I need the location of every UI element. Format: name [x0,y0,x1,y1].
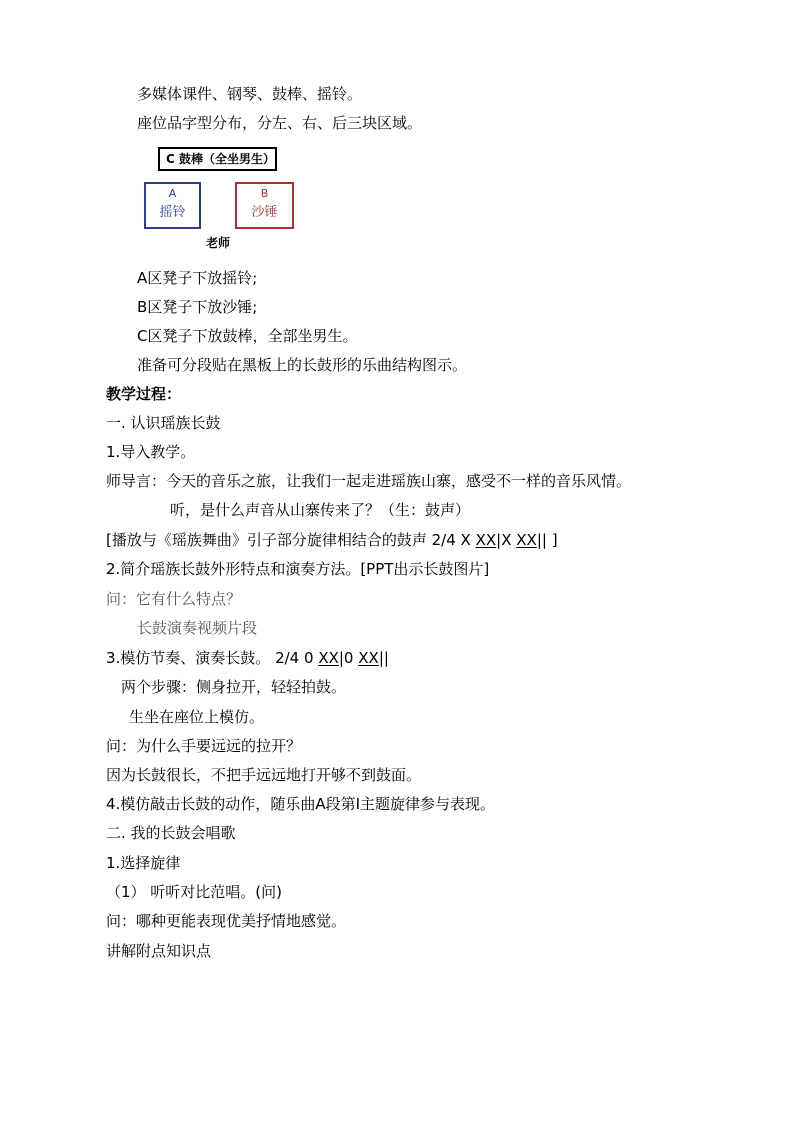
rhythm-xx-3: XX [318,649,339,667]
area-a-value: 摇铃 [159,205,186,220]
section-2-title: 二. 我的长鼓会唱歌 [106,824,236,842]
step-1-1: 1.导入教学。 [106,443,196,461]
step-1-2: 2.简介瑶族长鼓外形特点和演奏方法。[PPT出示长鼓图片] [106,560,490,578]
teacher-label: 老师 [206,236,231,250]
play-mid: |X [496,531,517,549]
step-1-3-mid: |0 [338,649,359,667]
section-1-title: 一. 认识瑶族长鼓 [106,414,221,432]
answer-2: 因为长鼓很长，不把手远远地打开够不到鼓面。 [106,766,422,784]
area-c-label: C 鼓棒（全坐男生） [166,152,275,166]
students-line: 生坐在座位上模仿。 [129,708,265,726]
materials-line: 多媒体课件、钢琴、鼓棒、摇铃。 [137,85,363,103]
question-1: 问：它有什么特点？ [106,590,242,608]
question-3: 问：哪种更能表现优美抒情地感觉。 [106,912,347,930]
question-2: 问：为什么手要远远的拉开？ [106,737,302,755]
step-2-1: 1.选择旋律 [106,854,181,872]
area-a-key: A [168,187,177,200]
prepare-line: 准备可分段贴在黑板上的长鼓形的乐曲结构图示。 [137,356,468,374]
intro-line-2: 听，是什么声音从山寨传来了？（生：鼓声） [170,501,471,519]
video-line: 长鼓演奏视频片段 [137,619,258,637]
area-a-box [144,182,201,229]
intro-line-1: 师导言：今天的音乐之旅，让我们一起走进瑶族山寨，感受不一样的音乐风情。 [106,472,632,490]
area-b-key: B [260,187,269,200]
area-c-line: C区凳子下放鼓棒，全部坐男生。 [137,327,358,345]
step-1-4: 4.模仿敲击长鼓的动作，随乐曲A段第I主题旋律参与表现。 [106,795,495,813]
area-b-box [235,182,294,229]
rhythm-xx-4: XX [358,649,379,667]
play-prefix: [播放与《瑶族舞曲》引子部分旋律相结合的鼓声 2/4 X [106,531,476,549]
explain-line: 讲解附点知识点 [106,942,212,960]
rhythm-xx-1: XX [475,531,497,549]
area-a-line: A区凳子下放摇铃; [137,269,258,287]
area-b-line: B区凳子下放沙锤; [137,298,258,316]
step-1-3 [106,648,389,668]
step-1-3-suffix: || [378,649,389,667]
area-c-box [158,147,277,171]
steps-line: 两个步骤：侧身拉开，轻轻拍鼓。 [121,678,347,696]
step-2-1-1: （1） 听听对比范唱。(问) [106,883,283,901]
seating-line: 座位品字型分布，分左、右、后三块区域。 [137,114,423,132]
play-suffix: || ] [536,531,558,549]
rhythm-xx-2: XX [516,531,537,549]
play-instruction [106,530,558,550]
step-1-3-prefix: 3.模仿节奏、演奏长鼓。 2/4 0 [106,649,319,667]
process-heading: 教学过程： [106,385,182,403]
area-b-value: 沙锤 [251,205,278,220]
